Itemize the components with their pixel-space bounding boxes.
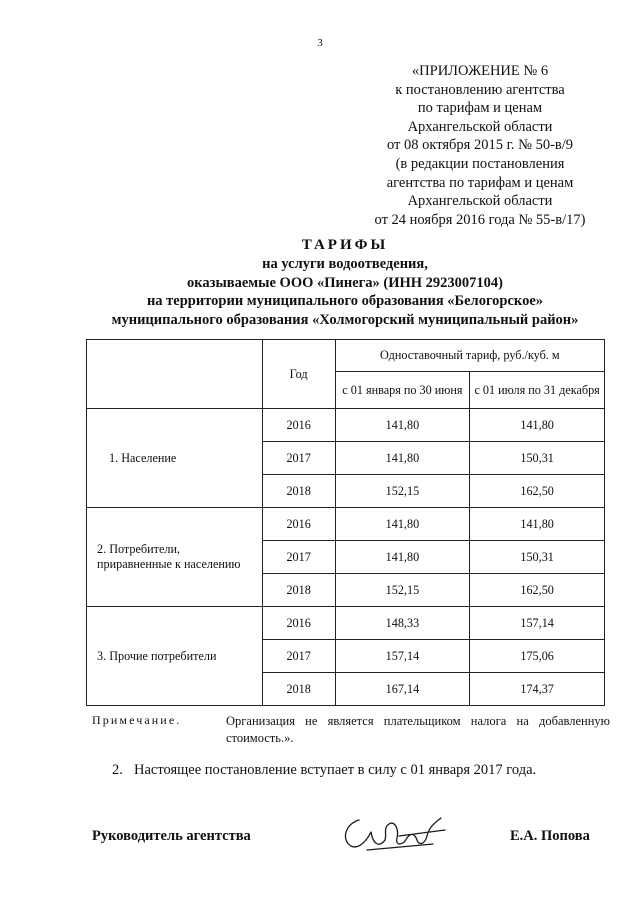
period2-header: с 01 июля по 31 декабря <box>470 372 605 409</box>
page-number: 3 <box>317 37 323 49</box>
signer-title: Руководитель агентства <box>92 828 251 844</box>
tariff-cell: 167,14 <box>335 673 470 706</box>
tariff-cell: 175,06 <box>470 640 605 673</box>
title-heading: ТАРИФЫ <box>301 237 389 253</box>
appendix-line: от 08 октября 2015 г. № 50-в/9 <box>386 137 574 154</box>
tariff-cell: 141,80 <box>470 409 605 442</box>
tariff-cell: 174,37 <box>470 673 605 706</box>
year-cell: 2016 <box>262 607 335 640</box>
document-title <box>60 236 630 330</box>
year-cell: 2017 <box>262 640 335 673</box>
clause-number: 2. <box>112 762 123 778</box>
appendix-header <box>340 62 620 229</box>
appendix-line: по тарифам и ценам <box>417 100 543 117</box>
appendix-line: «ПРИЛОЖЕНИЕ № 6 <box>411 63 549 79</box>
category-cell: 2. Потребители, приравненные к населению <box>87 508 263 607</box>
year-cell: 2017 <box>262 541 335 574</box>
year-cell: 2016 <box>262 508 335 541</box>
tariff-cell: 152,15 <box>335 475 470 508</box>
year-cell: 2018 <box>262 574 335 607</box>
tariff-table <box>86 339 605 706</box>
category-cell: 3. Прочие потребители <box>87 607 263 706</box>
clause-text: Настоящее постановление вступает в силу с 01 января 2017 года. <box>134 762 537 778</box>
year-cell: 2017 <box>262 442 335 475</box>
tariff-cell: 141,80 <box>470 508 605 541</box>
year-cell: 2018 <box>262 673 335 706</box>
clause-2 <box>112 762 536 779</box>
tariff-cell: 141,80 <box>335 442 470 475</box>
title-line: оказываемые ООО «Пинега» (ИНН 2923007104) <box>186 274 504 291</box>
note-label: Примечание. <box>92 713 182 727</box>
category-cell: 1. Население <box>87 409 263 508</box>
tariff-cell: 148,33 <box>335 607 470 640</box>
appendix-line: Архангельской области <box>407 193 553 210</box>
year-cell: 2016 <box>262 409 335 442</box>
appendix-line: к постановлению агентства <box>395 81 565 98</box>
title-line: на услуги водоотведения, <box>262 255 428 272</box>
title-line: муниципального образования «Холмогорский муниципальный район» <box>111 312 579 329</box>
tariff-cell: 162,50 <box>470 475 605 508</box>
table-row <box>87 409 605 442</box>
signer-name: Е.А. Попова <box>510 828 590 844</box>
tariff-cell: 162,50 <box>470 574 605 607</box>
year-cell: 2018 <box>262 475 335 508</box>
appendix-line: от 24 ноября 2016 года № 55-в/17) <box>374 211 586 228</box>
title-line: на территории муниципального образования «Белогорское» <box>146 293 544 310</box>
appendix-line: Архангельской области <box>407 118 553 135</box>
tariff-cell: 150,31 <box>470 442 605 475</box>
tariff-cell: 157,14 <box>335 640 470 673</box>
appendix-line: (в редакции постановления <box>395 155 565 172</box>
tariff-header: Одноставочный тариф, руб./куб. м <box>335 340 604 372</box>
tariff-cell: 152,15 <box>335 574 470 607</box>
handwritten-signature <box>337 810 452 856</box>
period1-header: с 01 января по 30 июня <box>335 372 470 409</box>
table-row <box>87 508 605 541</box>
table-row <box>87 607 605 640</box>
tariff-cell: 157,14 <box>470 607 605 640</box>
tariff-cell: 141,80 <box>335 541 470 574</box>
year-header: Год <box>262 340 335 409</box>
tariff-cell: 141,80 <box>335 508 470 541</box>
tariff-cell: 141,80 <box>335 409 470 442</box>
tariff-cell: 150,31 <box>470 541 605 574</box>
category-header <box>87 340 263 409</box>
note-text: Организация не является плательщиком налога на добавленную стоимость.». <box>226 714 610 745</box>
appendix-line: агентства по тарифам и ценам <box>386 174 574 191</box>
